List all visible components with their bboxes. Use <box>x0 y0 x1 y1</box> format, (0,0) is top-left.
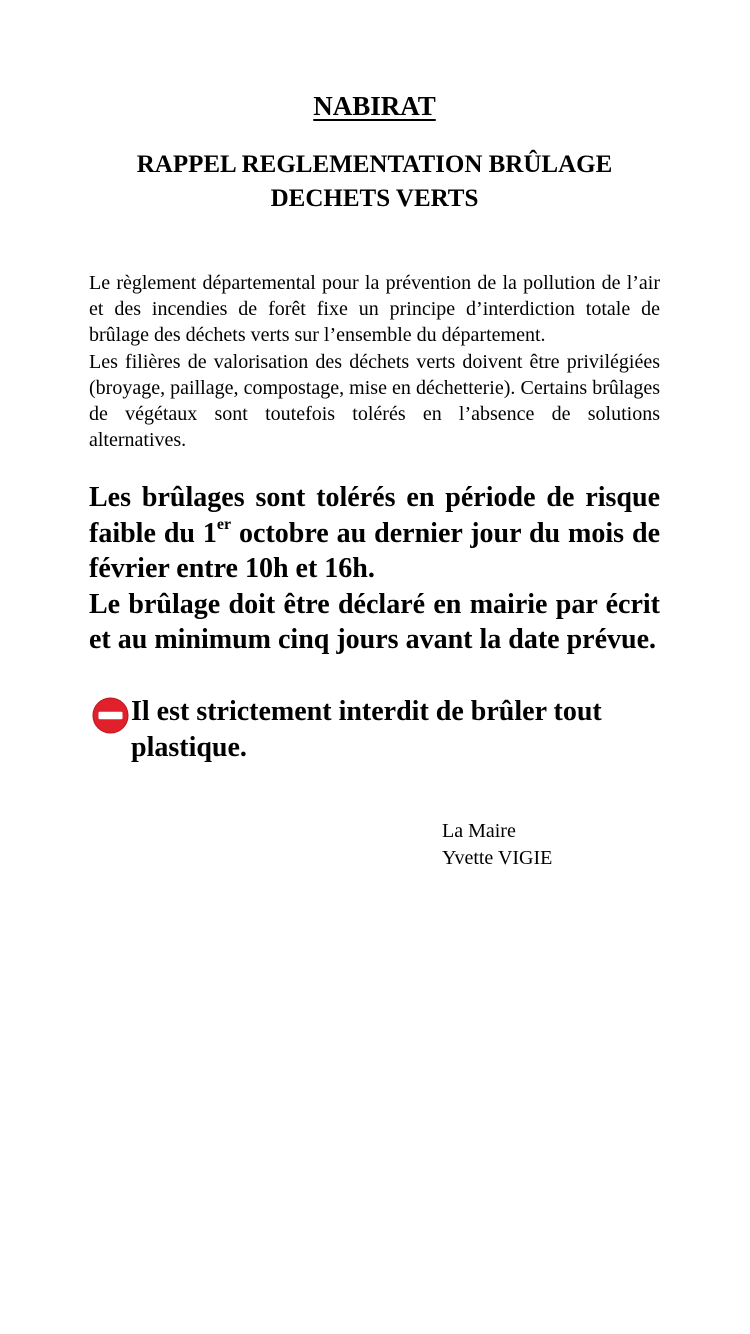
burning-rules <box>89 480 660 658</box>
rule-period-superscript: er <box>216 516 232 534</box>
rule-declaration: Le brûlage doit être déclaré en mairie par écrit et au minimum cinq jours avant la date prévue. <box>89 588 660 655</box>
paragraph-alternatives: Les filières de valorisation des déchets verts doivent être privilégiées (broyage, paillage, compostage, mise en déchetterie). Certains brûlages de végétaux sont toutefois tolérés en l’absence de solutions alternatives. <box>89 350 660 452</box>
notice-body <box>89 270 660 453</box>
rule-period-end: octobre au dernier jour du mois de février entre 10h et 16h. <box>89 517 660 584</box>
page-title: NABIRAT <box>313 91 436 121</box>
plastic-warning <box>89 694 660 765</box>
rule-period-start: Les brûlages sont tolérés en période de risque faible du 1 <box>89 482 660 549</box>
warning-text: Il est strictement interdit de brûler tout plastique. <box>131 696 602 763</box>
no-entry-icon <box>92 697 129 734</box>
signature-name: Yvette VIGIE <box>442 847 553 869</box>
rule-period <box>89 480 660 587</box>
signature-role: La Maire <box>442 820 516 842</box>
subtitle-line-2: DECHETS VERTS <box>270 185 479 212</box>
signature-block <box>442 818 552 872</box>
subtitle-line-1: RAPPEL REGLEMENTATION BRÛLAGE <box>136 151 613 178</box>
paragraph-regulation: Le règlement départemental pour la prévention de la pollution de l’air et des incendies de forêt fixe un principe d’interdiction totale de brûlage des déchets verts sur l’ensemble du département. <box>89 272 660 347</box>
notice-subtitle <box>89 148 660 216</box>
